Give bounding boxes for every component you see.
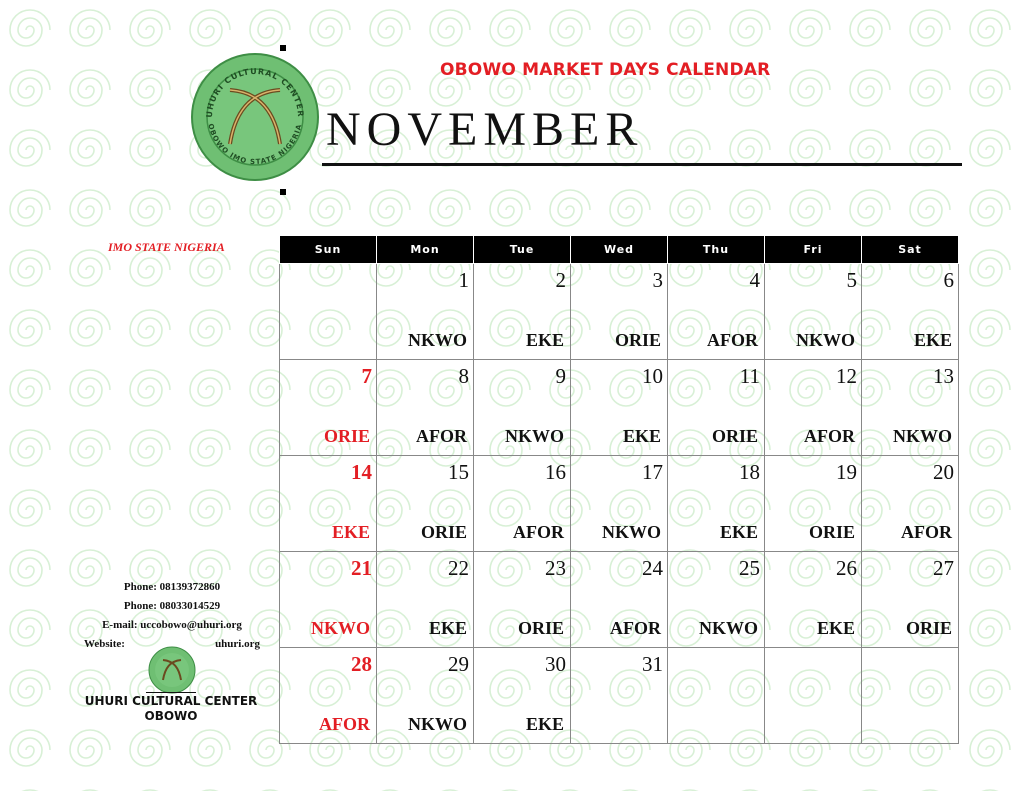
market-day-label: NKWO xyxy=(407,330,467,350)
day-number: 20 xyxy=(933,460,954,484)
weekday-header-row xyxy=(280,236,959,264)
seal-text-top: UHURI CULTURAL CENTER xyxy=(204,66,306,118)
day-number: 5 xyxy=(846,268,857,292)
website-link[interactable]: uhuri.org xyxy=(215,638,260,650)
calendar-week-row xyxy=(280,264,959,360)
day-number: 31 xyxy=(642,652,663,676)
month-divider xyxy=(322,163,962,166)
calendar-day-cell[interactable] xyxy=(474,648,571,744)
website-label: Website: xyxy=(84,638,125,650)
month-heading: NOVEMBER xyxy=(326,103,644,156)
weekday-sat: Sat xyxy=(862,236,959,264)
corner-mark xyxy=(280,45,286,51)
calendar-day-cell[interactable] xyxy=(280,648,377,744)
market-day-label: NKWO xyxy=(795,330,855,350)
weekday-sun: Sun xyxy=(280,236,377,264)
uhuri-seal-logo xyxy=(190,52,320,182)
day-number: 14 xyxy=(351,460,372,484)
market-day-label: NKWO xyxy=(698,618,758,638)
day-number: 16 xyxy=(545,460,566,484)
day-number: 6 xyxy=(943,268,954,292)
org-name-line2: OBOWO xyxy=(144,709,198,723)
uhuri-mini-logo xyxy=(148,646,196,694)
calendar-week-row xyxy=(280,456,959,552)
calendar-day-cell[interactable] xyxy=(765,264,862,360)
calendar-day-cell[interactable] xyxy=(474,264,571,360)
calendar-day-cell[interactable] xyxy=(571,456,668,552)
market-day-label: AFOR xyxy=(416,426,467,446)
market-day-label: EKE xyxy=(331,522,370,542)
market-day-label: EKE xyxy=(719,522,758,542)
market-day-label: EKE xyxy=(913,330,952,350)
market-day-label: AFOR xyxy=(804,426,855,446)
market-day-label: NKWO xyxy=(407,714,467,734)
market-day-label: ORIE xyxy=(323,426,370,446)
calendar-day-cell[interactable] xyxy=(862,264,959,360)
calendar-day-cell[interactable] xyxy=(280,552,377,648)
weekday-fri: Fri xyxy=(765,236,862,264)
day-number: 2 xyxy=(555,268,566,292)
calendar-day-cell[interactable] xyxy=(377,552,474,648)
day-number: 3 xyxy=(652,268,663,292)
day-number: 10 xyxy=(642,364,663,388)
day-number: 13 xyxy=(933,364,954,388)
state-label: IMO STATE NIGERIA xyxy=(108,240,225,254)
calendar-day-cell[interactable] xyxy=(765,552,862,648)
calendar-day-cell[interactable] xyxy=(474,552,571,648)
weekday-wed: Wed xyxy=(571,236,668,264)
market-day-label: ORIE xyxy=(711,426,758,446)
calendar-day-cell[interactable] xyxy=(571,264,668,360)
calendar-day-cell[interactable] xyxy=(862,552,959,648)
calendar-empty-cell xyxy=(862,648,959,744)
calendar-day-cell[interactable] xyxy=(280,360,377,456)
market-day-label: AFOR xyxy=(610,618,661,638)
calendar-day-cell[interactable] xyxy=(862,360,959,456)
market-day-label: NKWO xyxy=(310,618,370,638)
calendar-grid xyxy=(279,235,959,744)
calendar-empty-cell xyxy=(280,264,377,360)
market-day-label: EKE xyxy=(816,618,855,638)
calendar-day-cell[interactable] xyxy=(668,456,765,552)
day-number: 11 xyxy=(739,364,760,388)
weekday-mon: Mon xyxy=(377,236,474,264)
logo-underline xyxy=(146,692,196,693)
day-number: 29 xyxy=(448,652,469,676)
market-day-label: ORIE xyxy=(614,330,661,350)
market-day-label: EKE xyxy=(428,618,467,638)
market-day-label: AFOR xyxy=(901,522,952,542)
day-number: 27 xyxy=(933,556,954,580)
calendar-day-cell[interactable] xyxy=(280,456,377,552)
calendar-day-cell[interactable] xyxy=(377,264,474,360)
weekday-thu: Thu xyxy=(668,236,765,264)
market-day-label: AFOR xyxy=(513,522,564,542)
seal-text-bottom: OBOWO IMO STATE NIGERIA xyxy=(206,122,304,167)
calendar-day-cell[interactable] xyxy=(668,264,765,360)
day-number: 9 xyxy=(555,364,566,388)
day-number: 18 xyxy=(739,460,760,484)
market-day-label: AFOR xyxy=(319,714,370,734)
day-number: 15 xyxy=(448,460,469,484)
market-day-label: ORIE xyxy=(808,522,855,542)
day-number: 25 xyxy=(739,556,760,580)
market-day-label: ORIE xyxy=(517,618,564,638)
calendar-day-cell[interactable] xyxy=(377,456,474,552)
calendar-day-cell[interactable] xyxy=(862,456,959,552)
day-number: 17 xyxy=(642,460,663,484)
calendar-week-row xyxy=(280,552,959,648)
market-day-label: NKWO xyxy=(601,522,661,542)
market-day-label: EKE xyxy=(622,426,661,446)
market-day-label: NKWO xyxy=(892,426,952,446)
org-name-line1: UHURI CULTURAL CENTER xyxy=(84,694,258,708)
phone-line-1: Phone: 08139372860 xyxy=(123,581,221,593)
day-number: 24 xyxy=(642,556,663,580)
market-day-label: EKE xyxy=(525,714,564,734)
market-day-label: EKE xyxy=(525,330,564,350)
calendar-week-row xyxy=(280,360,959,456)
day-number: 22 xyxy=(448,556,469,580)
day-number: 12 xyxy=(836,364,857,388)
org-name xyxy=(78,694,264,724)
market-day-label: ORIE xyxy=(905,618,952,638)
phone-line-2: Phone: 08033014529 xyxy=(123,600,221,612)
calendar-day-cell[interactable] xyxy=(377,648,474,744)
email-line[interactable]: E-mail: uccobowo@uhuri.org xyxy=(102,619,242,631)
day-number: 7 xyxy=(361,364,372,388)
day-number: 8 xyxy=(458,364,469,388)
calendar-day-cell[interactable] xyxy=(571,360,668,456)
calendar-day-cell[interactable] xyxy=(377,360,474,456)
calendar-empty-cell xyxy=(668,648,765,744)
day-number: 30 xyxy=(545,652,566,676)
calendar-day-cell[interactable] xyxy=(668,552,765,648)
day-number: 21 xyxy=(351,556,372,580)
day-number: 4 xyxy=(749,268,760,292)
page-title: OBOWO MARKET DAYS CALENDAR xyxy=(440,60,771,80)
day-number: 28 xyxy=(351,652,372,676)
market-day-label: NKWO xyxy=(504,426,564,446)
calendar-day-cell[interactable] xyxy=(668,360,765,456)
day-number: 1 xyxy=(458,268,469,292)
contact-block xyxy=(84,578,260,654)
day-number: 19 xyxy=(836,460,857,484)
calendar-week-row xyxy=(280,648,959,744)
day-number: 26 xyxy=(836,556,857,580)
calendar-empty-cell xyxy=(765,648,862,744)
corner-mark xyxy=(280,189,286,195)
market-day-label: ORIE xyxy=(420,522,467,542)
day-number: 23 xyxy=(545,556,566,580)
calendar-day-cell[interactable] xyxy=(571,552,668,648)
calendar-day-cell[interactable] xyxy=(474,456,571,552)
weekday-tue: Tue xyxy=(474,236,571,264)
calendar-day-cell[interactable] xyxy=(474,360,571,456)
calendar-day-cell[interactable] xyxy=(765,360,862,456)
calendar-day-cell[interactable] xyxy=(571,648,668,744)
market-day-label: AFOR xyxy=(707,330,758,350)
calendar-day-cell[interactable] xyxy=(765,456,862,552)
